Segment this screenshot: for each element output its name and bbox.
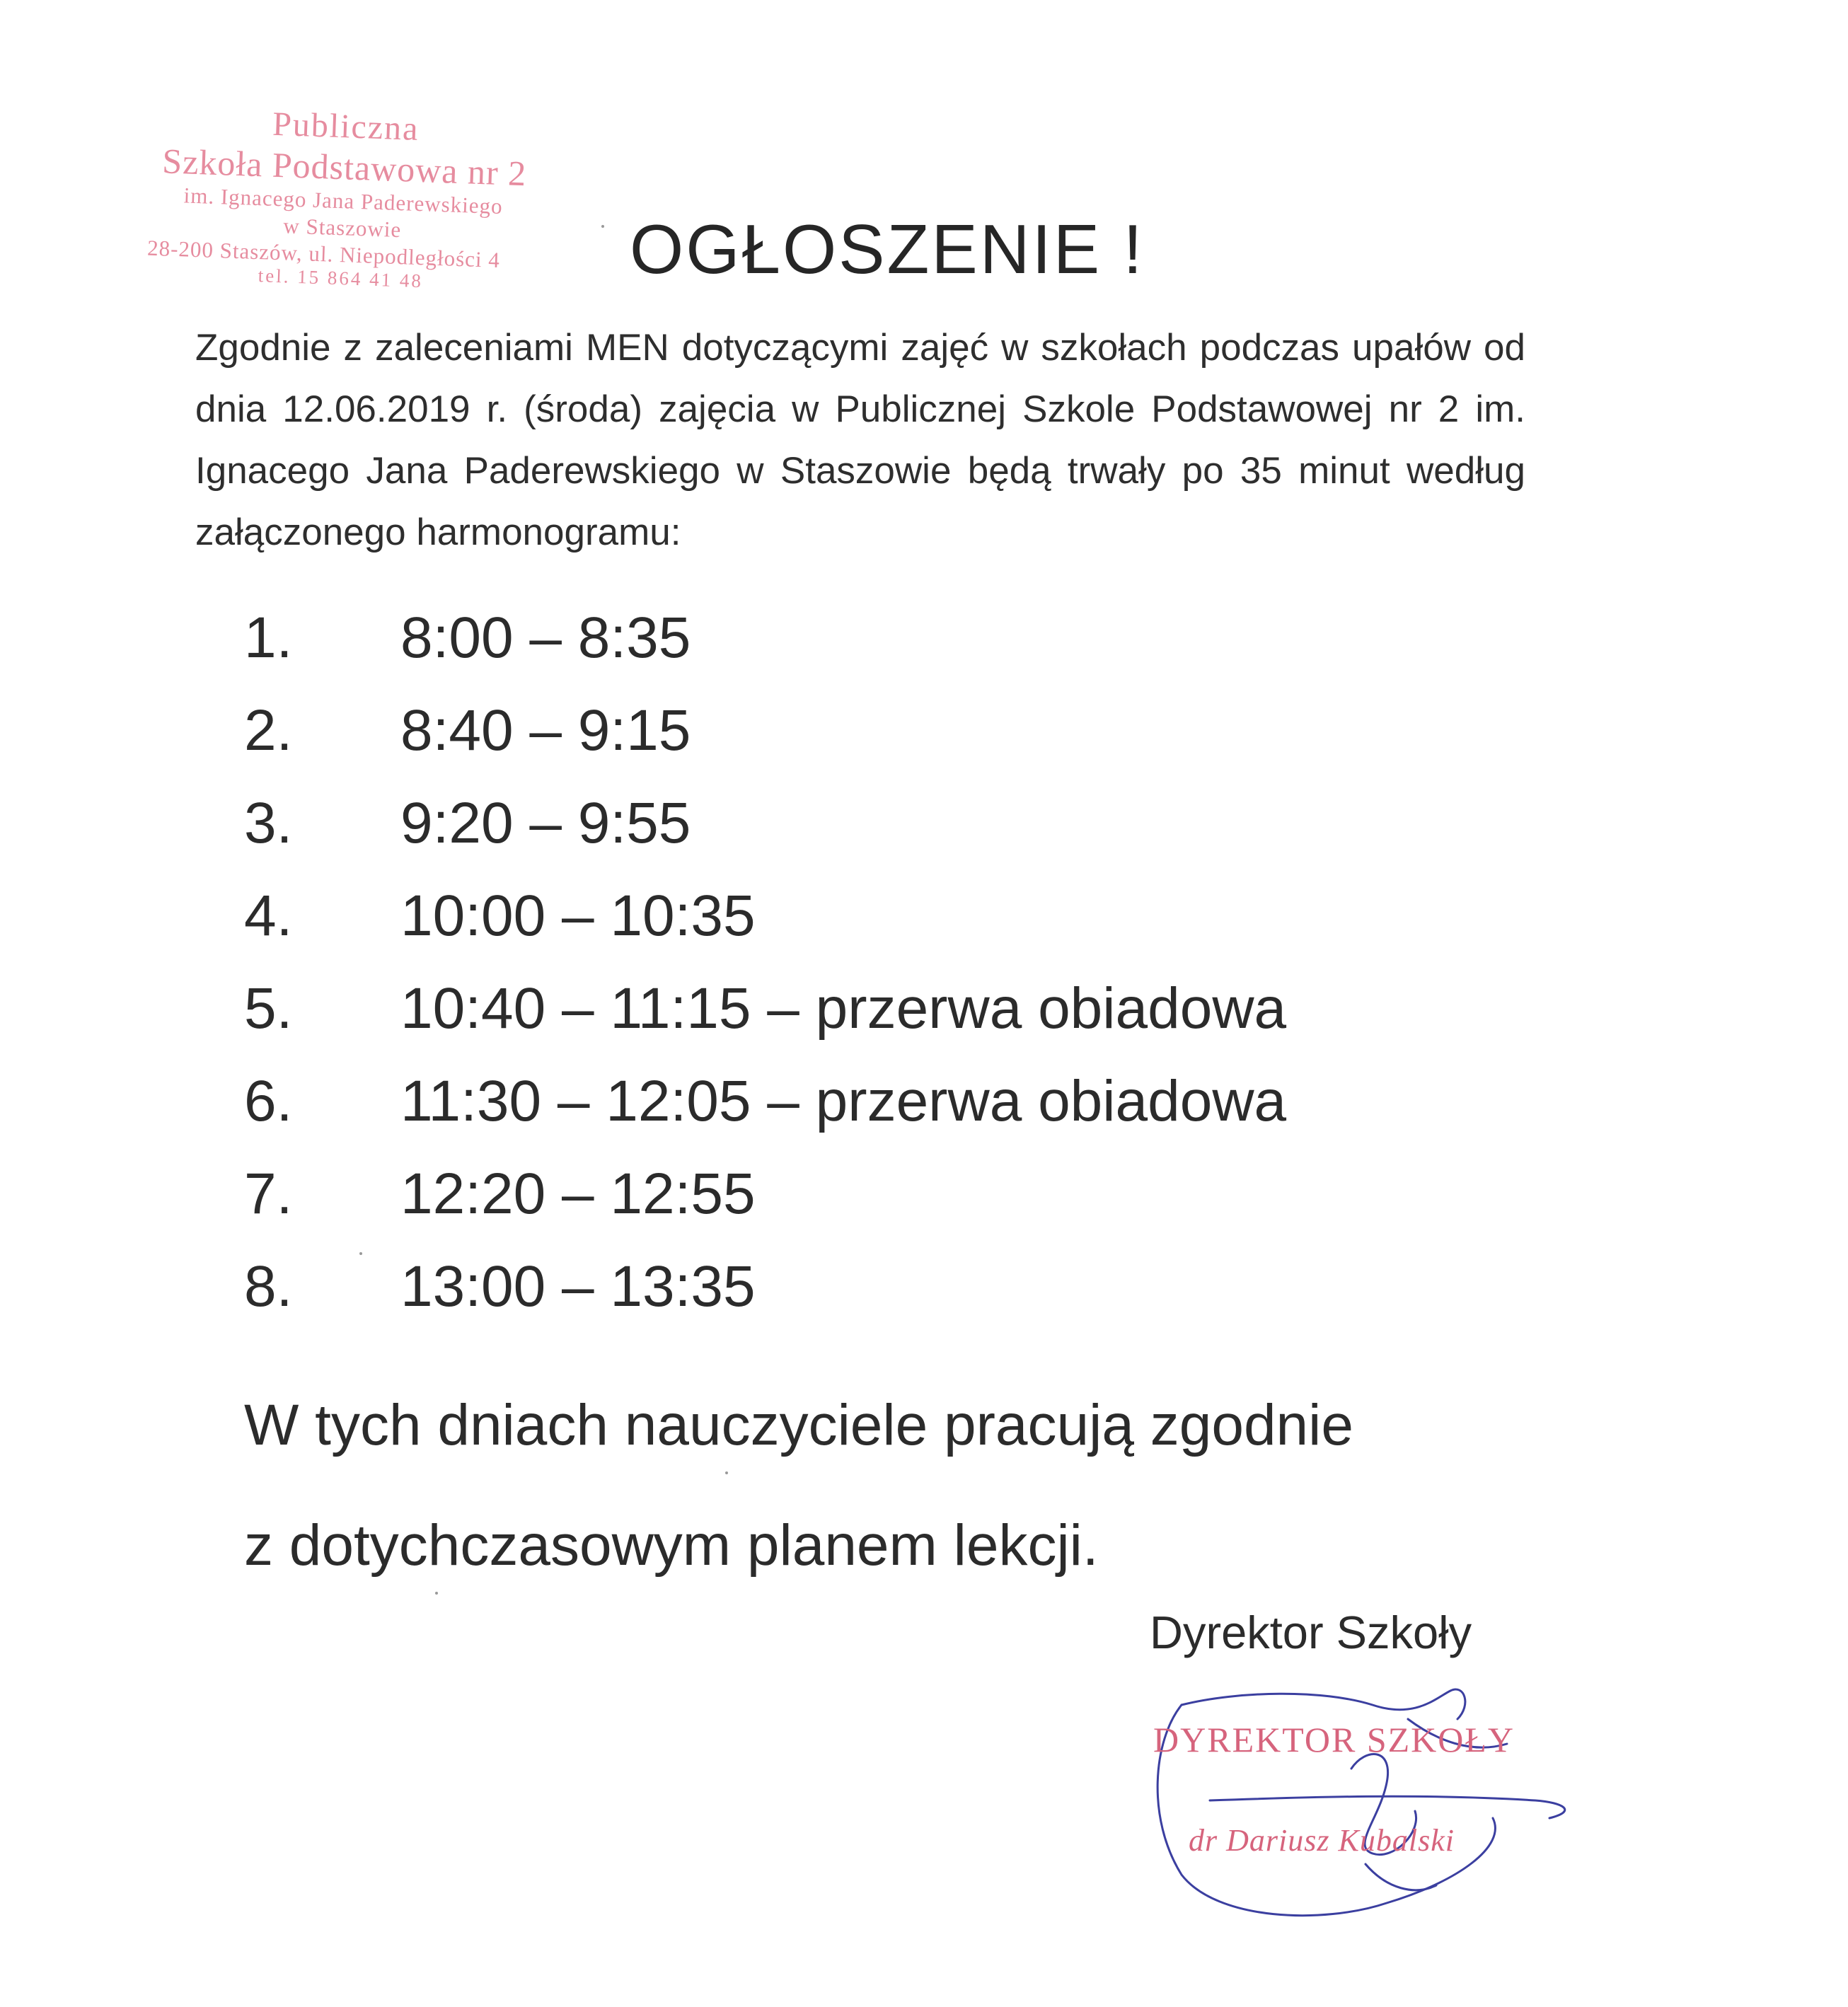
schedule-number: 3. bbox=[244, 791, 293, 855]
signature-stamp bbox=[1146, 1684, 1613, 1924]
schedule-time: 8:00 – 8:35 bbox=[400, 606, 691, 670]
schedule-number: 6. bbox=[244, 1069, 293, 1133]
scan-speck bbox=[435, 1592, 438, 1595]
handwritten-signature bbox=[1139, 1677, 1620, 1931]
schedule-number: 5. bbox=[244, 976, 293, 1041]
stamp-line-1: Publiczna bbox=[272, 105, 420, 148]
schedule-time: 10:40 – 11:15 – przerwa obiadowa bbox=[400, 976, 1287, 1041]
scan-speck bbox=[359, 1252, 362, 1255]
schedule-item bbox=[244, 877, 1286, 969]
stamp-line-2: Szkoła Podstawowa nr 2 bbox=[161, 141, 528, 194]
stamp-line-5: 28-200 Staszów, ul. Niepodległości 4 bbox=[146, 235, 501, 273]
schedule-item bbox=[244, 1155, 1286, 1247]
schedule-number: 4. bbox=[244, 884, 293, 948]
schedule-time: 13:00 – 13:35 bbox=[400, 1254, 756, 1319]
page-title: OGŁOSZENIE ! bbox=[630, 210, 1145, 288]
stamp-line-4: w Staszowie bbox=[282, 213, 402, 243]
closing-note-line-1: W tych dniach nauczyciele pracują zgodnie bbox=[244, 1393, 1353, 1457]
schedule-number: 1. bbox=[244, 606, 293, 670]
closing-note-line-2: z dotychczasowym planem lekcji. bbox=[244, 1513, 1099, 1578]
schedule-time: 12:20 – 12:55 bbox=[400, 1162, 756, 1226]
lesson-schedule bbox=[244, 598, 1286, 1340]
signature-stamp-name: dr Dariusz Kubalski bbox=[1189, 1823, 1455, 1858]
signature-stamp-role: DYREKTOR SZKOŁY bbox=[1153, 1720, 1515, 1759]
schedule-time: 11:30 – 12:05 – przerwa obiadowa bbox=[400, 1069, 1287, 1133]
closing-note bbox=[244, 1365, 1588, 1606]
stamp-line-3: im. Ignacego Jana Paderewskiego bbox=[183, 183, 504, 219]
schedule-item bbox=[244, 691, 1286, 784]
scan-speck bbox=[725, 1471, 728, 1474]
stamp-line-6: tel. 15 864 41 48 bbox=[258, 265, 424, 292]
schedule-time: 10:00 – 10:35 bbox=[400, 884, 756, 948]
schedule-number: 7. bbox=[244, 1162, 293, 1226]
school-stamp bbox=[110, 99, 577, 296]
schedule-item bbox=[244, 1062, 1286, 1155]
schedule-item bbox=[244, 784, 1286, 877]
scan-speck bbox=[601, 225, 604, 228]
signer-title: Dyrektor Szkoły bbox=[1150, 1607, 1472, 1658]
schedule-item bbox=[244, 969, 1286, 1062]
schedule-time: 8:40 – 9:15 bbox=[400, 698, 691, 763]
schedule-number: 2. bbox=[244, 698, 293, 763]
schedule-time: 9:20 – 9:55 bbox=[400, 791, 691, 855]
schedule-item bbox=[244, 598, 1286, 691]
schedule-number: 8. bbox=[244, 1254, 293, 1319]
intro-paragraph: Zgodnie z zaleceniami MEN dotyczącymi zajęć w szkołach podczas upałów od dnia 12.06.2019 r. (środa) zajęcia w Publicznej Szkole Podstawowej nr 2 im. Ignacego Jana Paderewskiego w Staszowie będą trwały po 35 minut według załączonego harmonogramu: bbox=[195, 327, 1525, 553]
schedule-item bbox=[244, 1247, 1286, 1340]
